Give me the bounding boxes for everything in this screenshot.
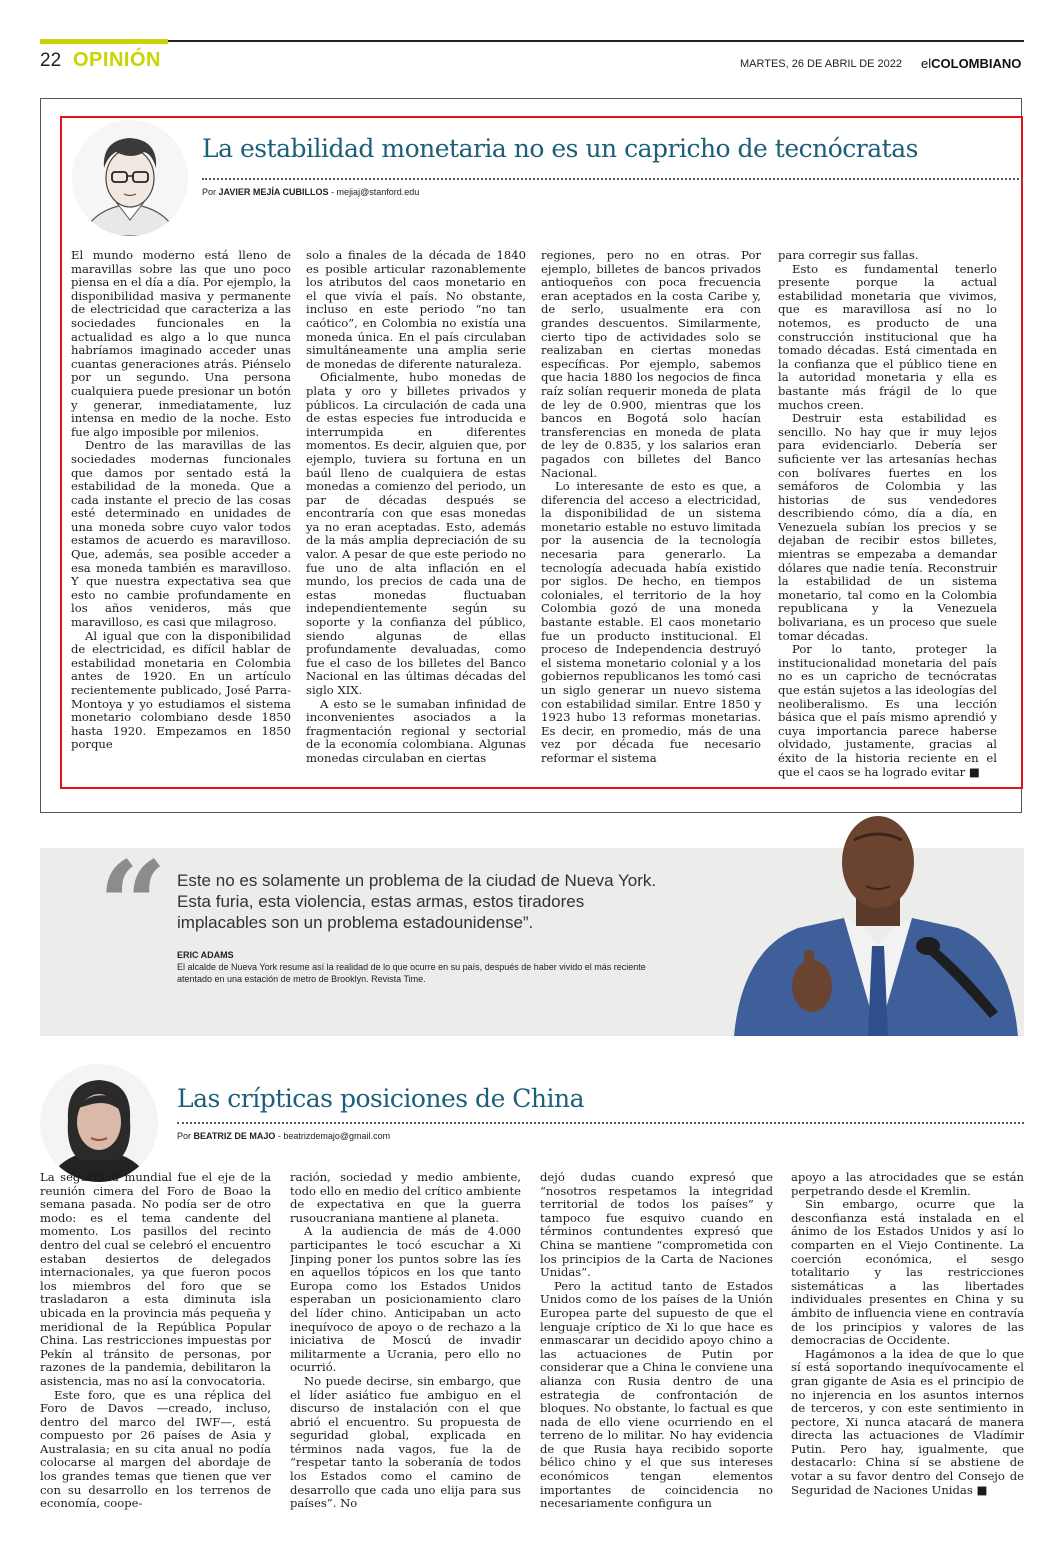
article-column-2 — [306, 249, 526, 781]
quote-text: Este no es solamente un problema de la ciudad de Nueva York. Esta furia, esta violencia, estas armas, estos tiradores implacables son un problema estadounidense”. — [177, 871, 657, 932]
issue-date: MARTES, 26 DE ABRIL DE 2022 — [740, 58, 903, 70]
section-name: OPINIÓN — [73, 49, 161, 71]
author-email: - beatrizdemajo@gmail.com — [277, 1131, 391, 1141]
author-name: JAVIER MEJÍA CUBILLOS — [218, 187, 329, 197]
paragraph: La seguridad mundial fue el eje de la reunión cimera del Foro de Boao la semana pasada. No podía ser de otro modo: es el tema candente del momento. Los pasillos del recinto dentro del cual se celebró el encuentro estaban desiertos de delegados internacionales, ya que fueron pocos los miembros del foro que se trasladaron a esta diminuta isla ubicada en la provincia más pequeña y meridional de la República Popular China. Las restricciones impuestas por Pekín al tránsito de personas, por razones de la pandemia, debilitaron la asistencia, mas no así la convocatoria. — [40, 1171, 271, 1388]
author-email: - mejiaj@stanford.edu — [331, 187, 420, 197]
paragraph: Por lo tanto, proteger la institucionalidad monetaria del país no es un capricho de tecnócratas que están sujetos a las ideologías del neoliberalismo. Es una lección básica que el país mismo aprendió y cuya importancia parece haberse olvidado, justamente, gracias al éxito de la historia reciente en el que el caos se ha logrado evitar ■ — [778, 642, 997, 779]
author-portrait-beatriz — [40, 1064, 158, 1182]
article-byline — [202, 187, 419, 197]
byline-prefix: Por — [202, 187, 217, 197]
paragraph: Esto es fundamental tenerlo presente porque la actual estabilidad monetaria que vivimos, que es maravillosa así no lo notemos, es producto de una construcción institucional que ha tomado décadas. Está cimentada en la confianza que el público tiene en la autoridad monetaria y ella es bastante más frágil de lo que muchos creen. — [778, 261, 997, 412]
paragraph: Este foro, que es una réplica del Foro de Davos —creado, incluso, dentro del marco del IWF—, está compuesto por 26 países de Asia y Australasia; en su cita anual no podía colocarse al margen del abordaje de los grandes temas que tienen que ver con su desarrollo en los terrenos de economía, coope- — [40, 1387, 271, 1511]
quote-mark-icon: “ — [98, 835, 168, 976]
title-divider — [202, 178, 1023, 180]
quote-description: El alcalde de Nueva York resume así la realidad de lo que ocurre en su país, después de haber vivido el más reciente atentado en una estación de metro de Brooklyn. Revista Time. — [177, 962, 646, 984]
author-portrait-javier — [72, 120, 188, 236]
newspaper-logo — [921, 56, 1021, 71]
article-column-3 — [540, 1171, 773, 1551]
paragraph: Al igual que con la disponibilidad de electricidad, es difícil hablar de estabilidad monetaria en Colombia antes de 1920. En un artículo recientemente publicado, José Parra-Montoya y yo estudiamos el sistema monetario colombiano desde 1850 hasta 1920. Empezamos en 1850 porque — [71, 628, 291, 752]
paragraph: Sin embargo, ocurre que la desconfianza está instalada en el ánimo de los Estados Unidos y así lo comparten en el Viejo Continente. La coerción económica, el sesgo totalitario y las restricciones sistemáticas a las libertades individuales presentes en China y su ámbito de influencia viene en contravía de los principios y valores de las democracias de Occidente. — [791, 1197, 1024, 1348]
paragraph: Hagámonos a la idea de que lo que sí está soportando inequívocamente el gran gigante de Asia es el principio de no injerencia en los asuntos internos de terceros, y con este sentimiento in pectore, Xi nunca atacará de manera directa las actuaciones de Vladímir Putin. Pero hay, igualmente, que destacarlo: China sí se abstiene de votar a su favor dentro del Consejo de Seguridad de Naciones Unidas ■ — [791, 1346, 1024, 1497]
paragraph: Destruir esta estabilidad es sencillo. No hay que ir muy lejos para evidenciarlo. Debería ser suficiente ver las artesanías hechas con bolívares fuertes en los semáforos de Colombia y las historias de sus vendedores describiendo cómo, día a día, en Venezuela subían los precios y se dejaban de recibir estos billetes, mientras se empezaba a demandar dólares que nadie tenía. Reconstruir la estabilidad de un sistema monetario, tal como en la Colombia republicana y la Venezuela bolivariana, es un proceso que suele tomar décadas. — [778, 411, 997, 643]
paragraph: Lo interesante de esto es que, a diferencia del acceso a electricidad, la disponibilidad de un sistema monetario estable no estuvo limitada por la ausencia de la tecnología necesaria para generarlo. La tecnología adecuada había existido por siglos. De hecho, en tiempos coloniales, el territorio de la hoy Colombia gozó de una moneda bastante estable. El caos monetario fue un producto institucional. El proceso de Independencia destruyó el sistema monetario colonial y a los gobiernos republicanos les tomó casi un siglo generar un nuevo sistema con estabilidad similar. Entre 1850 y 1923 hubo 13 reformas monetarias. Es decir, en promedio, más de una vez por década fue necesario reformar el sistema — [541, 479, 761, 765]
paragraph: El mundo moderno está lleno de maravillas sobre las que uno poco piensa en el día a día. Por ejemplo, la disponibilidad masiva y permanente de electricidad que caracteriza a las sociedades funcionales en la actualidad es algo a lo que nunca habríamos imaginado acceder unas cuantas generaciones atrás. Piénselo por un segundo. Una persona cualquiera puede presionar un botón y generar, inmediatamente, luz intensa en medio de la noche. Esto fue algo imposible por milenios. — [71, 249, 291, 439]
page-number: 22 — [40, 50, 62, 71]
article-column-4 — [778, 249, 997, 781]
paragraph: A la audiencia de más de 4.000 participantes le tocó escuchar a Xi Jinping poner los puntos sobre las íes en aquellos tópicos en los que tanto Europa como los Estados Unidos esperaban un posicionamiento claro del líder chino. Anticipaban un acto inequívoco de apoyo o de rechazo a la iniciativa de Moscú de invadir militarmente a Ucrania, pero ello no ocurrió. — [290, 1224, 521, 1375]
quote-speaker: ERIC ADAMS — [177, 950, 234, 960]
title-divider — [177, 1122, 1024, 1124]
article-column-4 — [791, 1171, 1024, 1551]
paragraph: No puede decirse, sin embargo, que el líder asiático fue ambiguo en el discurso de instalación con el que abrió el encuentro. Su propuesta de seguridad global, explicada en términos nada vagos, fue la de “respetar tanto la soberanía de todos los Estados como el camino de desarrollo que cada uno elija para sus países”. No — [290, 1373, 521, 1511]
article-column-1 — [71, 249, 291, 781]
article-column-1 — [40, 1171, 271, 1551]
author-photo-image — [40, 1064, 158, 1182]
article-column-3 — [541, 249, 761, 781]
speaker-photo-image — [728, 800, 1024, 1036]
paragraph: solo a finales de la década de 1840 es posible articular razonablemente los atributos del caos monetario en el que vivía el país. No obstante, incluso en este periodo “no tan caótico”, en Colombia no existía una moneda única. En el país circulaban simultáneamente una amplia serie de monedas de diferente naturaleza. — [306, 249, 526, 371]
paragraph: regiones, pero no en otras. Por ejemplo, billetes de bancos privados antioqueños con poca frecuencia eran aceptados en la costa Caribe y, de serlo, usualmente era con grandes descuentos. Similarmente, cierto tipo de actividades solo se realizaban en ciertas monedas específicas. Por ejemplo, sabemos que hacia 1880 los negocios de finca raíz solían requerir moneda de plata de ley de 0.900, mientras que los bancos en Bogotá solo hacían transferencias en moneda de plata de ley de 0.835, y los salarios eran pagados con billetes del Banco Nacional. — [541, 249, 761, 480]
author-name: BEATRIZ DE MAJO — [193, 1131, 276, 1141]
logo-name: COLOMBIANO — [931, 56, 1022, 71]
paragraph: Pero la actitud tanto de Estados Unidos como de los países de la Unión Europea parte del supuesto de que el lenguaje críptico de Xi lo que hace es enmascarar un decidido apoyo chino a las actuaciones de Putin por considerar que a China le conviene una alianza con Rusia dentro de una estrategia de confrontación de bloques. No obstante, lo factual es que nada de ello viene ocurriendo en el terreno de lo militar. No hay evidencia de que Rusia haya recibido soporte bélico chino y el que sus intereses económicos tengan elementos importantes de coincidencia no necesariamente configura un — [540, 1278, 773, 1511]
article-title: Las crípticas posiciones de China — [177, 1084, 585, 1113]
speaker-photo — [728, 800, 1024, 1036]
paragraph: Dentro de las maravillas de las sociedades modernas funcionales que damos por sentado está la estabilidad de la moneda. Que a cada instante el precio de las cosas esté determinado en unidades de una moneda sobre cuyo valor todos estamos de acuerdo es maravilloso. Que, además, sea posible acceder a esa moneda también es maravilloso. Y que nuestra expectativa sea que esto no cambie profundamente en los años venideros, más que maravilloso, es casi que milagroso. — [71, 438, 291, 630]
paragraph: A esto se le sumaban infinidad de inconvenientes asociados a la fragmentación regional y sectorial de la economía colombiana. Algunas monedas circulaban en ciertas — [306, 696, 526, 765]
article-byline — [177, 1131, 390, 1141]
logo-prefix: el — [921, 56, 932, 71]
byline-prefix: Por — [177, 1131, 192, 1141]
paragraph: ración, sociedad y medio ambiente, todo ello en medio del crítico ambiente de expectativa en que la guerra rusoucraniana mantiene al planeta. — [290, 1171, 521, 1225]
paragraph: Oficialmente, hubo monedas de plata y oro y billetes privados y públicos. La circulación de cada una de estas especies fue introducida e interrumpida en diferentes momentos. Es decir, alguien que, por ejemplo, tuviera su fortuna en un baúl lleno de cualquiera de estas monedas a comienzo del periodo, un par de décadas después se encontraría con que esas monedas ya no eran aceptadas. Esto, además de la más amplia depreciación de su valor. A pesar de que este periodo no fue uno de alta inflación en el mundo, los precios de cada una de estas monedas fluctuaban independientemente según su soporte y la confianza del público, siendo algunas de ellas profundamente devaluadas, como fue el caso de los billetes del Banco Nacional en las últimas décadas del siglo XIX. — [306, 370, 526, 697]
header-rule — [40, 40, 1024, 42]
article-column-2 — [290, 1171, 521, 1551]
paragraph: dejó dudas cuando expresó que “nosotros respetamos la integridad territorial de todos los países” y tampoco fue esquivo cuando en términos contundentes expresó que China se mantiene “comprometida con los principios de la Carta de Naciones Unidas”. — [540, 1171, 773, 1280]
illustrated-portrait-icon — [72, 120, 188, 236]
paragraph: apoyo a las atrocidades que se están perpetrando desde el Kremlin. — [791, 1171, 1024, 1198]
header-accent-bar — [40, 39, 168, 44]
paragraph: para corregir sus fallas. — [778, 249, 919, 262]
article-title: La estabilidad monetaria no es un capricho de tecnócratas — [202, 134, 918, 163]
